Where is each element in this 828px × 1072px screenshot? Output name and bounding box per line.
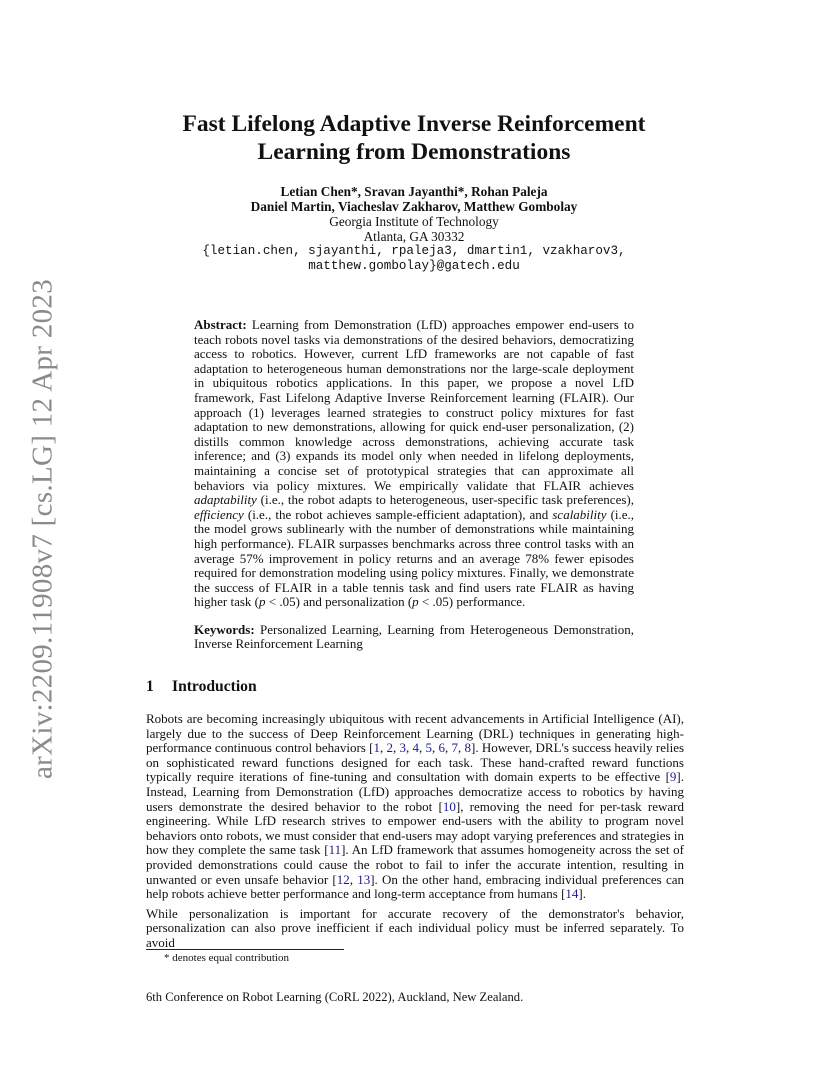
title-line-1: Fast Lifelong Adaptive Inverse Reinforcement: [182, 111, 646, 137]
citation-link[interactable]: 10: [442, 798, 456, 814]
abstract-text: Learning from Demonstration (LfD) approaches empower end-users to teach robots novel tasks via demonstrations of the desired behaviors, democratizing access to robotics. However, current LfD frameworks are not capable of fast adaptation to heterogeneous human demonstrations nor the large-scale deployment in ubiquitous robotics applications. In this paper, we propose a novel LfD framework, Fast Lifelong Adaptive Inverse Reinforcement learning (FLAIR). Our approach (1) leverages learned strategies to construct policy mixtures for fast adaptation to new demonstrations, allowing for quick end-user personalization, (2) distills common knowledge across demonstrations, achieving accurate task inference; and (3) expands its model only when needed in lifelong deployments, maintaining a concise set of prototypical strategies that can approximate all behaviors via policy mixtures. We empirically validate that FLAIR achieves: [194, 317, 634, 493]
arxiv-id: arXiv:2209.11908v7 [cs.LG] 12 Apr 2023: [26, 278, 59, 780]
authors-line-2: Daniel Martin, Viacheslav Zakharov, Matthew Gombolay: [250, 199, 578, 214]
abstract-term-scalability: scalability: [552, 506, 607, 522]
citation-link[interactable]: 9: [669, 769, 677, 785]
abstract-paragraph: [194, 318, 634, 610]
citation-link[interactable]: 7: [451, 740, 459, 756]
body-text: ]. However, DRL's success heavily relies on sophisticated reward functions designed for each task. These hand-crafted reward functions typically require iterations of fine-tuning and consultation with domain experts to be effective [: [146, 740, 685, 785]
body-text: Robots are becoming increasingly ubiquitous with recent advancements in Artificial Intelligence (AI), largely due to the success of Deep Reinforcement Learning (DRL) techniques in generating high-performance continuous control behaviors [: [146, 711, 684, 756]
keywords-label: Keywords:: [194, 621, 255, 637]
abstract-text: < .05) performance.: [418, 594, 526, 610]
citation-link[interactable]: 4: [412, 740, 419, 756]
abstract-text: (i.e., the model grows sublinearly with the number of demonstrations while maintaining high performance). FLAIR surpasses benchmarks across three control tasks with an average 57% improvement in policy returns and an average 78% fewer episodes required for demonstration modeling using policy mixtures. Finally, we demonstrate the success of FLAIR in a table tennis task and find users rate FLAIR as having higher task (: [194, 506, 635, 610]
citation-link[interactable]: 6: [438, 740, 446, 756]
intro-paragraph-1: Robots are becoming increasingly ubiquitous with recent advancements in Artificial Intelligence (AI), largely due to the success of Deep Reinforcement Learning (DRL) techniques in generating high-performance continuous control behaviors [1, 2, 3, 4, 5, 6, 7, 8]. However, DRL's success heavily relies on sophisticated reward functions designed for each task. These hand-crafted reward functions typically require iterations of fine-tuning and consultation with domain experts to be effective [9]. Instead, Learning from Demonstration (LfD) approaches democratize access to robotics by having users demonstrate the desired behavior to the robot [10], removing the need for per-task reward engineering. While LfD research strives to empower end-users with the ability to program novel behaviors onto robots, we must consider that end-users may adopt varying preferences and strategies in how they complete the same task [11]. An LfD framework that assumes homogeneity across the set of provided demonstrations could cause the robot to fail to infer the accurate intention, resulting in unwanted or even unsafe behavior [12, 13]. On the other hand, embracing individual preferences can help robots achieve better performance and long-term acceptance from humans [14].: [146, 711, 685, 902]
body-text: ]. Instead, Learning from Demonstration (LfD) approaches democratize access to robotics by having users demonstrate the desired behavior to the robot [: [146, 769, 684, 814]
body-text: ], removing the need for per-task reward engineering. While LfD research strives to empower end-users with the ability to program novel behaviors onto robots, we must consider that end-users may adopt varying preferences and strategies in how they complete the same task [: [146, 798, 684, 858]
arxiv-identifier-stamp: [18, 278, 68, 780]
citation-link[interactable]: 11: [328, 842, 342, 858]
author-block: [150, 184, 678, 274]
emails-line-1: {letian.chen, sjayanthi, rpaleja3, dmartin1, vzakharov3,: [202, 244, 626, 258]
citation-link[interactable]: 5: [425, 740, 432, 756]
p-value-symbol: p: [258, 594, 266, 610]
abstract-text: (i.e., the robot adapts to heterogeneous, user-specific task preferences),: [260, 492, 634, 508]
intro-paragraph-2: While personalization is important for accurate recovery of the demonstrator's behavior, personalization can also prove inefficient if each individual policy must be inferred separately. To avoid: [146, 905, 684, 950]
citation-link[interactable]: 8: [464, 740, 472, 756]
abstract-term-adaptability: adaptability: [194, 492, 257, 508]
body-text: ]. On the other hand, embracing individual preferences can help robots achieve better performance and long-term acceptance from humans [: [146, 871, 684, 902]
citation-link[interactable]: 1: [373, 740, 380, 756]
section-number: 1: [146, 678, 154, 695]
introduction-body: [146, 712, 684, 956]
p-value-symbol: p: [412, 594, 419, 610]
body-text: ]. An LfD framework that assumes homogeneity across the set of provided demonstrations could cause the robot to fail to infer the accurate intention, resulting in unwanted or even unsafe behavior [: [146, 842, 684, 887]
footnote: * denotes equal contribution: [164, 952, 289, 964]
venue-note: 6th Conference on Robot Learning (CoRL 2022), Auckland, New Zealand.: [146, 990, 524, 1004]
keywords-text: Personalized Learning, Learning from Heterogeneous Demonstration, Inverse Reinforcement Learning: [194, 621, 634, 652]
citation-link[interactable]: 14: [565, 886, 579, 902]
footnote-divider: [146, 949, 344, 950]
abstract-text: < .05) and personalization (: [265, 594, 413, 610]
citation-link[interactable]: 12: [336, 871, 350, 887]
abstract-block: [194, 318, 634, 652]
citation-link[interactable]: 2: [386, 740, 393, 756]
emails-line-2: matthew.gombolay}@gatech.edu: [308, 259, 520, 273]
citation-link[interactable]: 3: [399, 740, 406, 756]
address: Atlanta, GA 30332: [363, 229, 465, 244]
abstract-label: Abstract:: [194, 317, 247, 332]
abstract-text: (i.e., the robot achieves sample-efficient adaptation), and: [247, 506, 549, 522]
body-text: ].: [578, 886, 587, 902]
paper-title: [120, 110, 708, 166]
title-line-2: Learning from Demonstrations: [257, 139, 571, 165]
section-title: Introduction: [172, 678, 257, 695]
abstract-term-efficiency: efficiency: [194, 506, 244, 522]
section-heading: [146, 678, 257, 696]
citation-link[interactable]: 13: [357, 871, 371, 887]
affiliation: Georgia Institute of Technology: [329, 214, 499, 229]
authors-line-1: Letian Chen*, Sravan Jayanthi*, Rohan Paleja: [280, 184, 548, 199]
keywords-paragraph: [194, 623, 634, 652]
